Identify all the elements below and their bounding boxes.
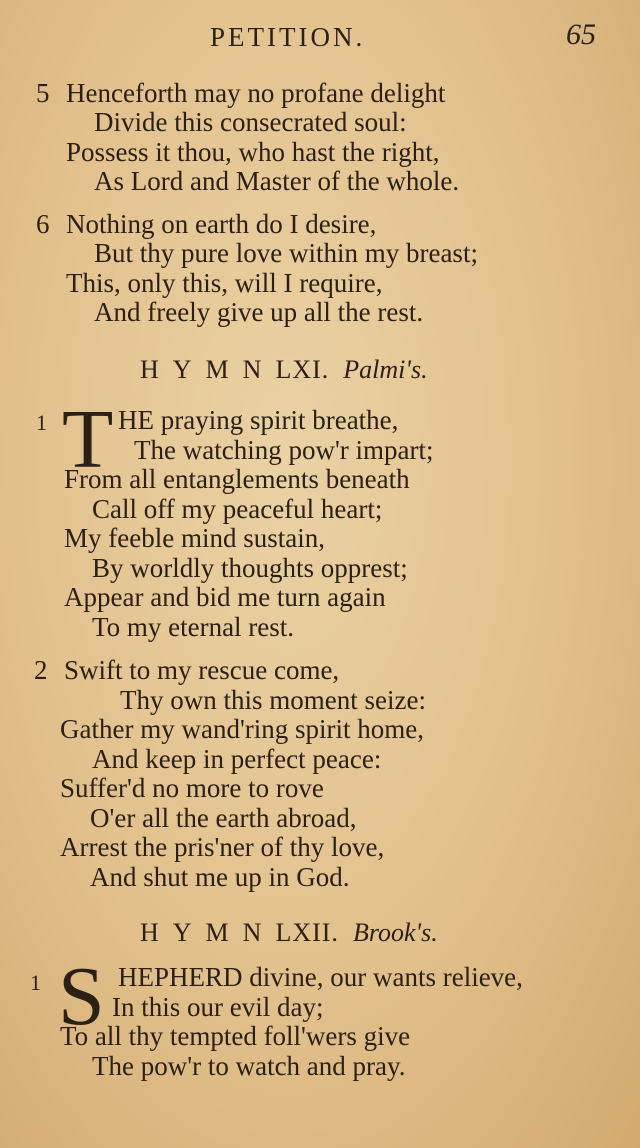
- verse-line: O'er all the earth abroad,: [90, 803, 357, 833]
- hymn-numeral: LXI.: [275, 355, 330, 384]
- verse-line: To all thy tempted foll'wers give: [60, 1021, 411, 1051]
- verse-line: From all entanglements beneath: [64, 464, 410, 494]
- verse-line: The pow'r to watch and pray.: [92, 1051, 406, 1081]
- page-number: 65: [566, 18, 596, 51]
- verse-line: Swift to my rescue come,: [64, 655, 340, 685]
- verse-line: Suffer'd no more to rove: [60, 773, 324, 803]
- verse-line: Henceforth may no profane delight: [66, 78, 446, 108]
- verse-line: This, only this, will I require,: [66, 268, 383, 298]
- drop-cap: T: [62, 393, 114, 486]
- verse-line: Gather my wand'ring spirit home,: [60, 714, 425, 744]
- verse-line: The watching pow'r impart;: [134, 435, 434, 465]
- verse-line: And shut me up in God.: [90, 862, 350, 892]
- drop-cap: S: [58, 950, 105, 1043]
- verse-line: And keep in perfect peace:: [92, 744, 382, 774]
- verse-line: HE praying spirit breathe,: [118, 405, 399, 435]
- hymn-label: HYMN: [140, 918, 276, 947]
- verse-number: 2: [34, 655, 48, 685]
- hymn-tune: Brook's.: [352, 918, 438, 947]
- verse-number: 1: [36, 410, 47, 435]
- hymn-heading: [140, 918, 438, 948]
- verse-number: 5: [36, 78, 50, 108]
- verse-line: Appear and bid me turn again: [64, 582, 386, 612]
- verse-line: Call off my peaceful heart;: [92, 494, 383, 524]
- verse-line: Possess it thou, who hast the right,: [66, 137, 440, 167]
- verse-line: But thy pure love within my breast;: [94, 238, 478, 268]
- verse-line: Nothing on earth do I desire,: [66, 209, 377, 239]
- verse-number: 6: [36, 209, 50, 239]
- verse-line: HEPHERD divine, our wants relieve,: [118, 962, 523, 992]
- hymn-label: HYMN: [140, 355, 276, 384]
- hymn-heading: [140, 355, 428, 385]
- verse-line: To my eternal rest.: [92, 612, 295, 642]
- verse-line: My feeble mind sustain,: [64, 523, 325, 553]
- verse-line: And freely give up all the rest.: [94, 297, 424, 327]
- verse-line: As Lord and Master of the whole.: [94, 166, 460, 196]
- running-header: PETITION.: [210, 22, 366, 52]
- verse-line: Thy own this moment seize:: [120, 685, 426, 715]
- verse-number: 1: [30, 970, 41, 995]
- verse-line: By worldly thoughts opprest;: [92, 553, 408, 583]
- hymn-numeral: LXII.: [275, 918, 339, 947]
- verse-line: Divide this consecrated soul:: [94, 107, 407, 137]
- verse-line: Arrest the pris'ner of thy love,: [60, 832, 385, 862]
- verse-line: In this our evil day;: [112, 992, 324, 1022]
- hymn-tune: Palmi's.: [343, 355, 428, 384]
